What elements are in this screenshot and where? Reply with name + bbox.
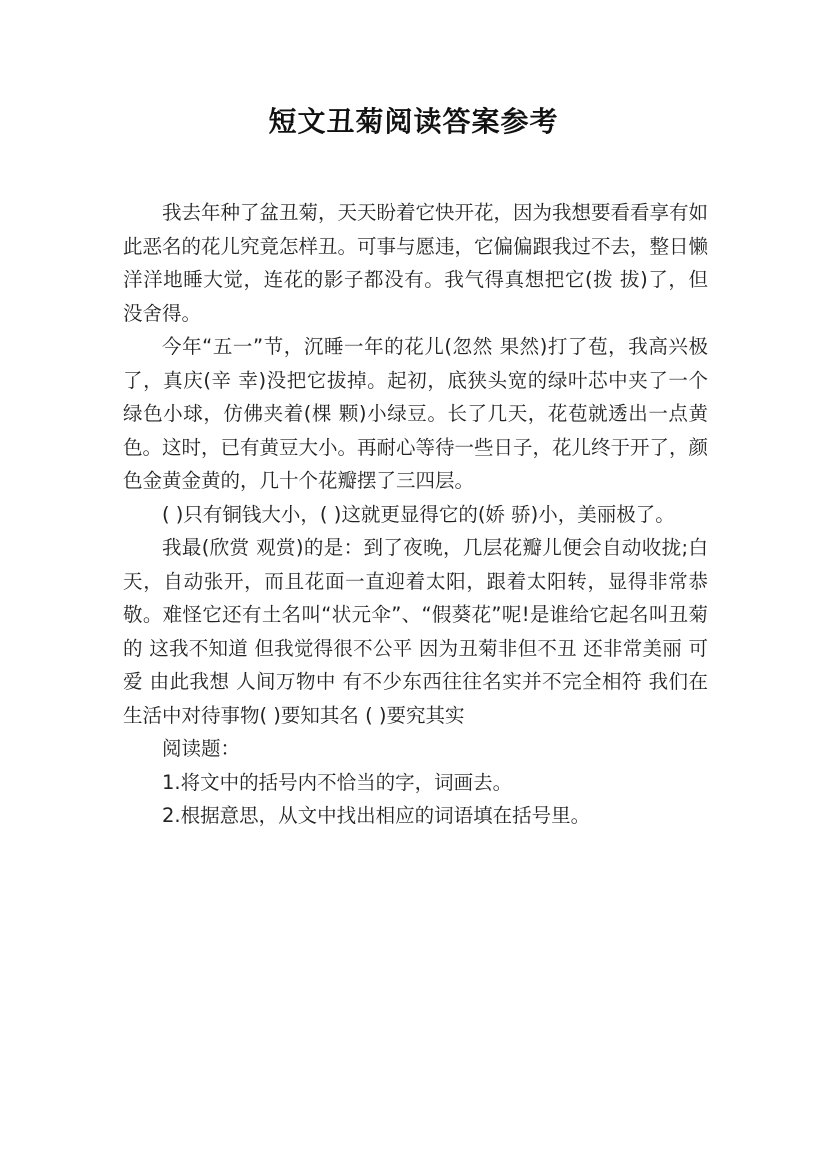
- paragraph-4: 我最(欣赏 观赏)的是：到了夜晚，几层花瓣儿便会自动收拢;白天，自动张开，而且花面一直迎着太阳，跟着太阳转，显得非常恭敬。难怪它还有土名叫“状元伞”、“假葵花”呢!是谁给它起名叫丑菊的 这我不知道 但我觉得很不公平 因为丑菊非但不丑 还非常美丽 可爱 由此我想 人间万物中 有不少东西往往名实并不完全相符 我们在生活中对待事物( )要知其名 ( )要究其实: [123, 536, 708, 727]
- questions-heading: 阅读题：: [162, 737, 241, 760]
- article-body: [123, 196, 708, 833]
- document-title: 短文丑菊阅读答案参考: [268, 105, 559, 138]
- paragraph-2: 今年“五一”节，沉睡一年的花儿(忽然 果然)打了苞，我高兴极了，真庆(辛 幸)没把它拔掉。起初，底狭头宽的绿叶芯中夹了一个绿色小球，仿佛夹着(棵 颗)小绿豆。长了几天，花苞就透出一点黄色。这时，已有黄豆大小。再耐心等待一些日子，花儿终于开了，颜色金黄金黄的，几十个花瓣摆了三四层。: [123, 335, 709, 492]
- question-1: 1.将文中的括号内不恰当的字，词画去。: [162, 770, 513, 794]
- paragraph-1: 我去年种了盆丑菊，天天盼着它快开花，因为我想要看看享有如此恶名的花儿究竟怎样丑。可事与愿违，它偏偏跟我过不去，整日懒洋洋地睡大觉，连花的影子都没有。我气得真想把它(拨 拔)了，但没舍得。: [123, 201, 709, 325]
- paragraph-3: ( )只有铜钱大小，( )这就更显得它的(娇 骄)小，美丽极了。: [162, 502, 675, 526]
- question-2: 2.根据意思，从文中找出相应的词语填在括号里。: [162, 804, 591, 827]
